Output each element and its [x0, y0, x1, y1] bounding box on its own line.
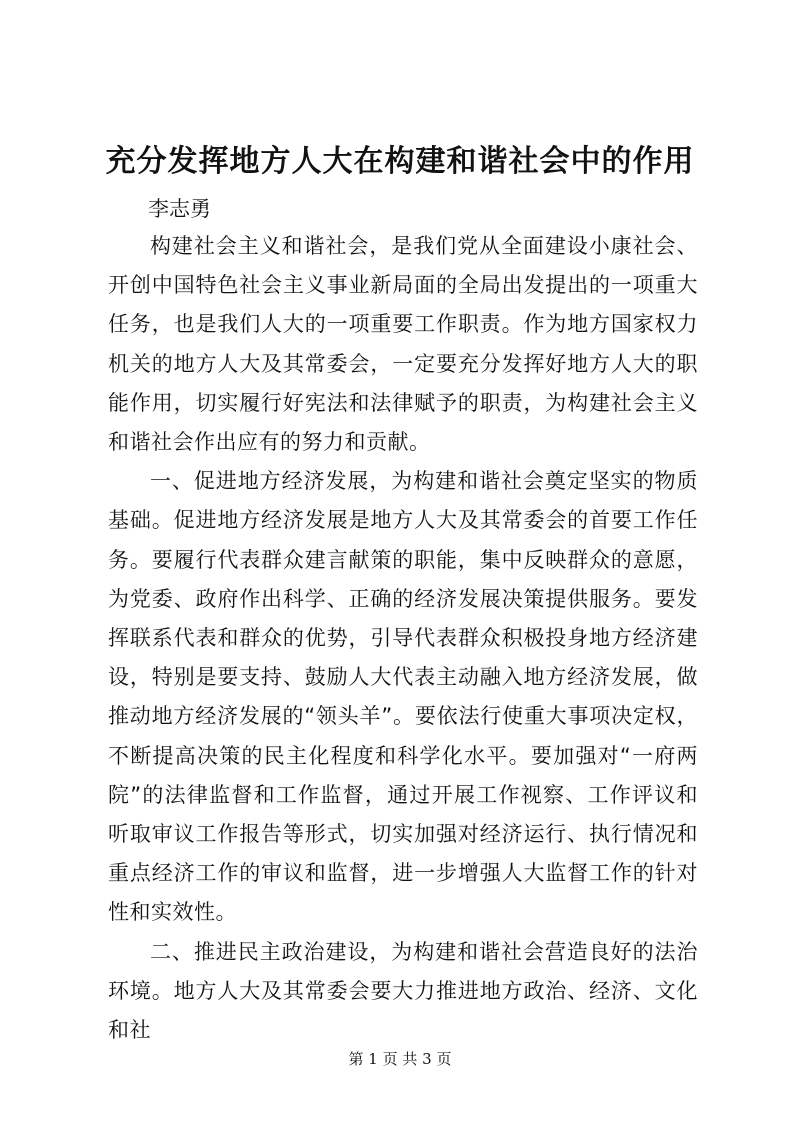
paragraph-economic-development: 一、促进地方经济发展，为构建和谐社会奠定坚实的物质基础。促进地方经济发展是地方人大及其常委会的首要工作任务。要履行代表群众建言献策的职能，集中反映群众的意愿，为党委、政府作出科学、正确的经济发展决策提供服务。要发挥联系代表和群众的优势，引导代表群众积极投身地方经济建设，特别是要支持、鼓励人大代表主动融入地方经济发展，做推动地方经济发展的“领头羊”。要依法行使重大事项决定权，不断提高决策的民主化程度和科学化水平。要加强对“一府两院”的法律监督和工作监督，通过开展工作视察、工作评议和听取审议工作报告等形式，切实加强对经济运行、执行情况和重点经济工作的审议和监督，进一步增强人大监督工作的针对性和实效性。 [108, 469, 698, 925]
paragraph-intro: 构建社会主义和谐社会，是我们党从全面建设小康社会、开创中国特色社会主义事业新局面的全局出发提出的一项重大任务，也是我们人大的一项重要工作职责。作为地方国家权力机关的地方人大及其常委会，一定要充分发挥好地方人大的职能作用，切实履行好宪法和法律赋予的职责，为构建社会主义和谐社会作出应有的努力和贡献。 [108, 234, 698, 455]
document-body [108, 227, 698, 1050]
page-number-footer: 第 1 页 共 3 页 [348, 1050, 452, 1068]
document-author: 李志勇 [148, 197, 211, 221]
paragraph-democratic-politics: 二、推进民主政治建设，为构建和谐社会营造良好的法治环境。地方人大及其常委会要大力推进地方政治、经济、文化和社 [108, 939, 698, 1043]
document-title: 充分发挥地方人大在构建和谐社会中的作用 [105, 144, 695, 179]
